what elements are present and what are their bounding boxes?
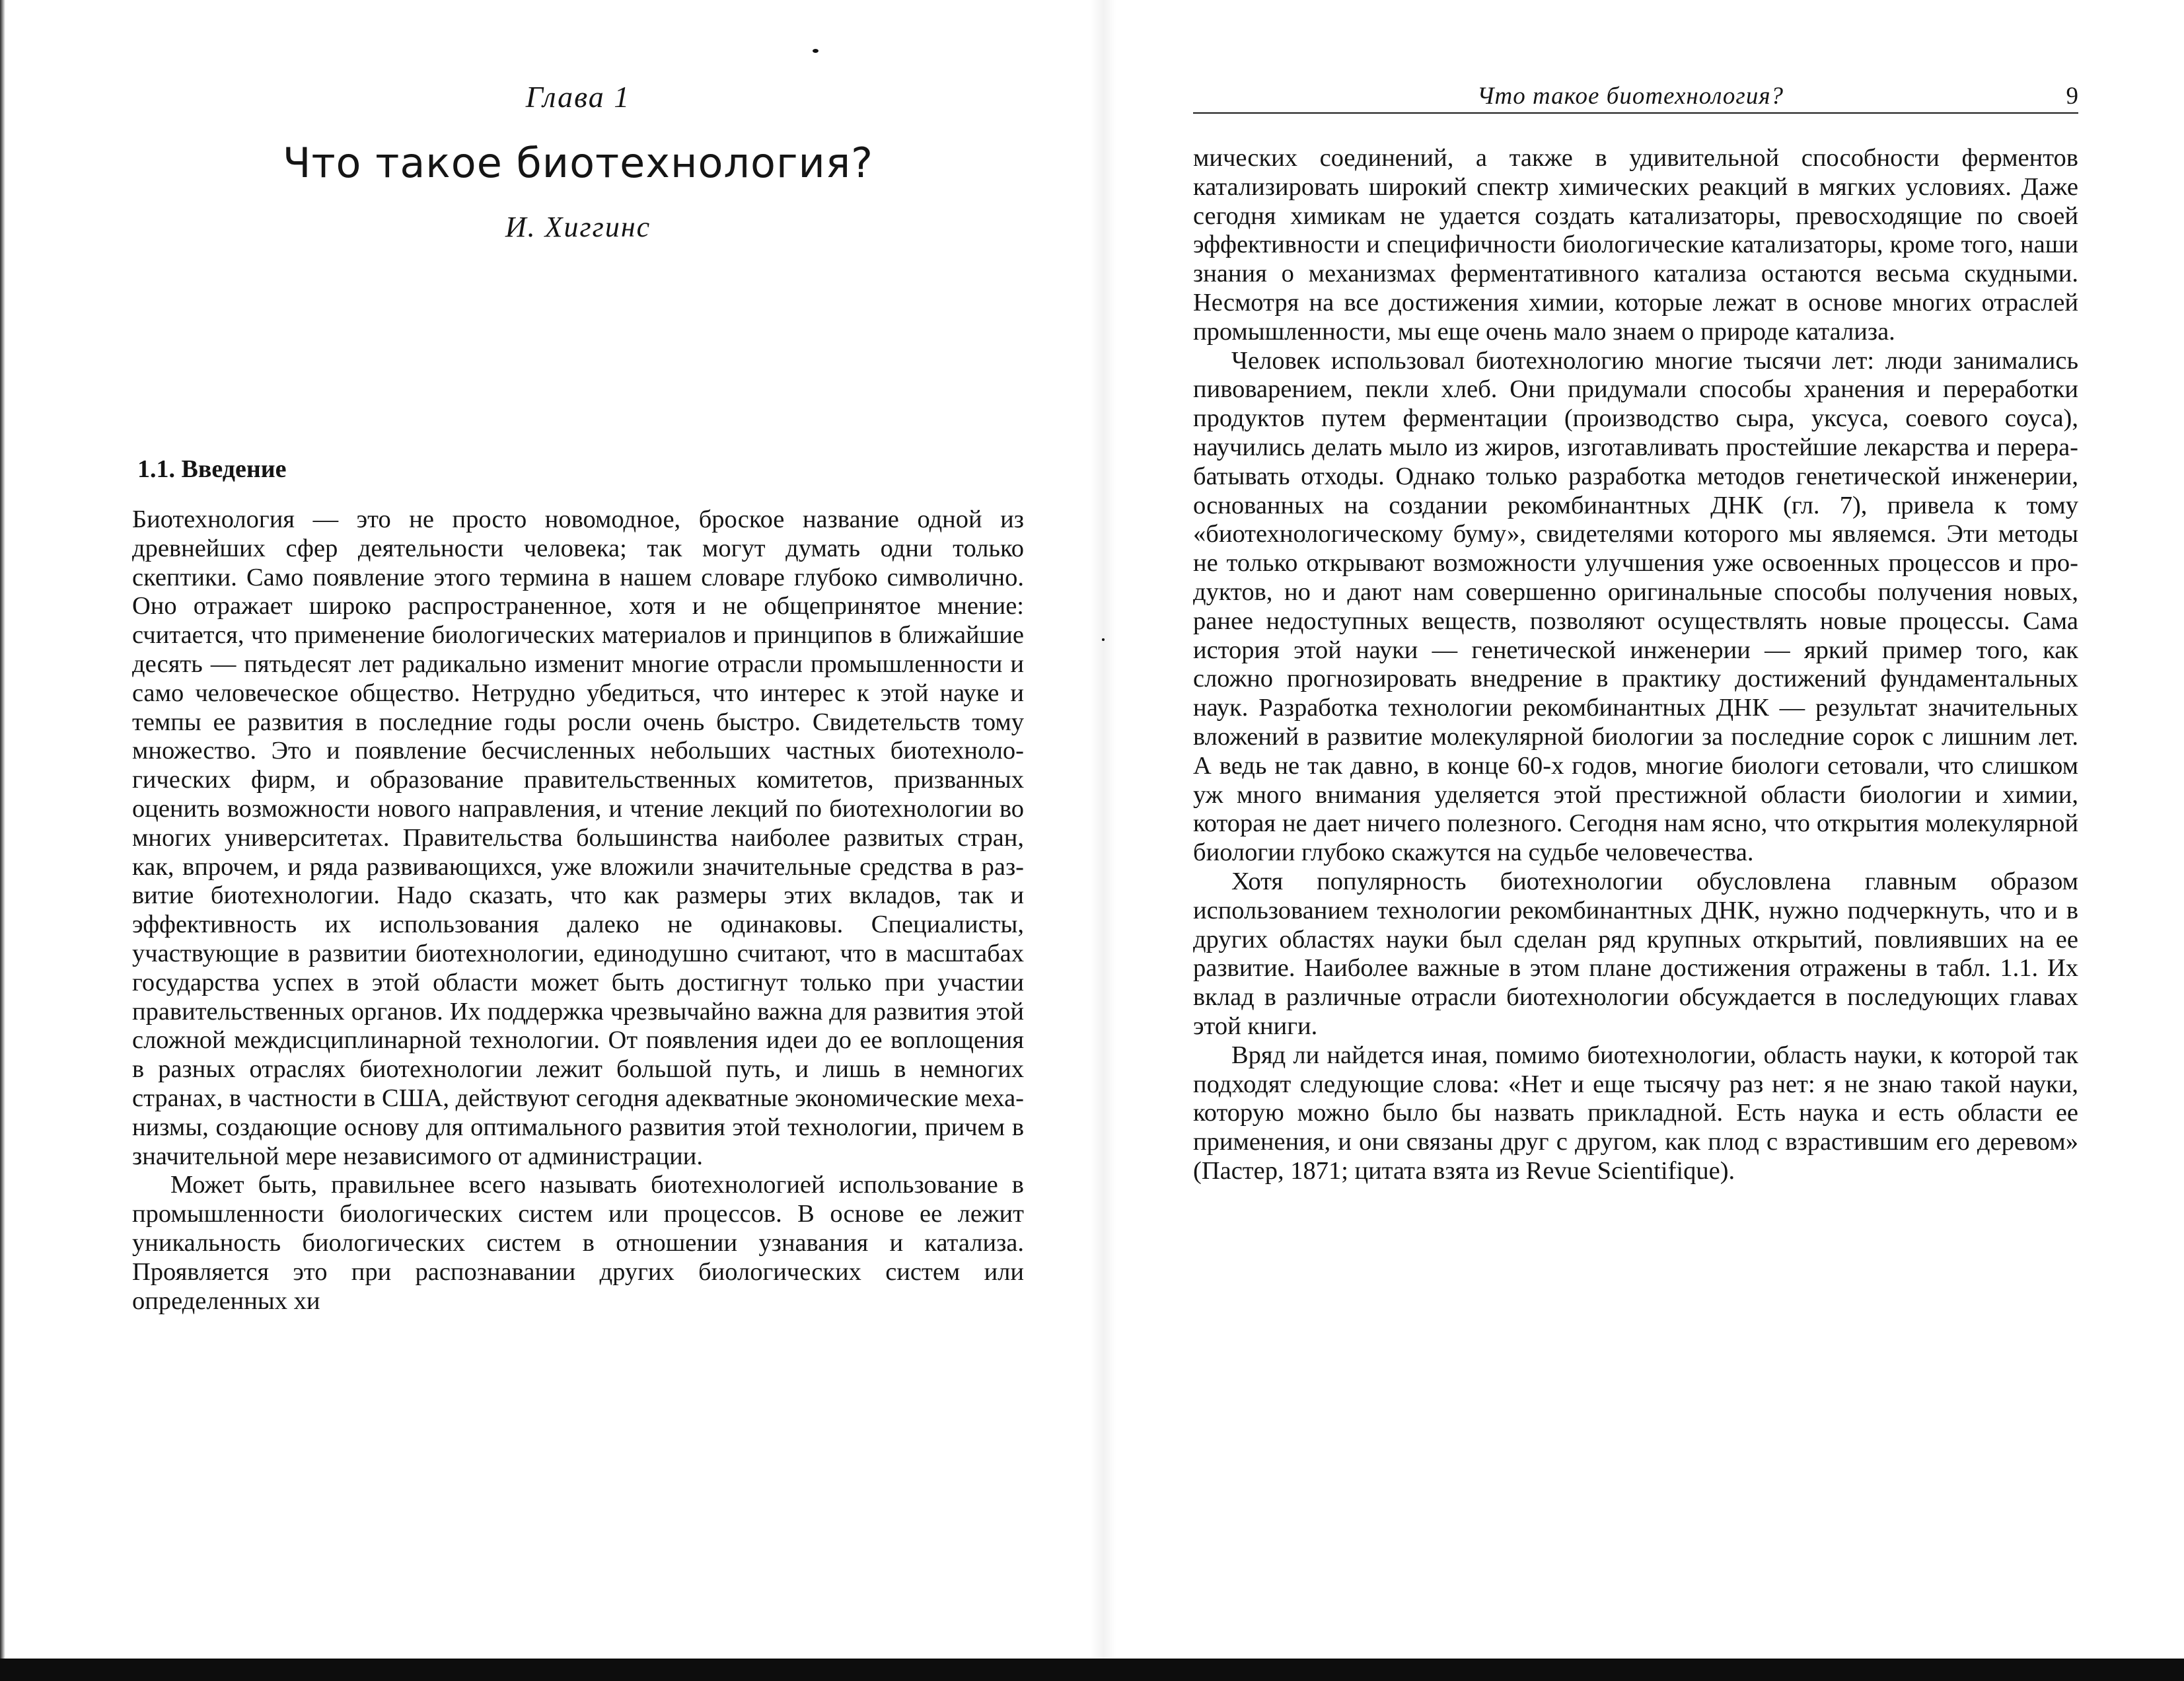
left-body-text <box>132 505 1024 1316</box>
book-gutter <box>1090 0 1116 1659</box>
paragraph: Может быть, правильнее всего называть биотехнологией использование в промышленности биологических систем или процессов. В основе ее лежит уникальность биологических систем в отношении узнавания и катализа. Проявляется это при распознавании других биологических систем или определенных хи <box>132 1171 1024 1315</box>
page-number: 9 <box>2066 83 2078 110</box>
paragraph: Человек использовал биотехнологию многие тысячи лет: люди занимались пивоварением, пекли хлеб. Они придумали способы хранения и переработки продуктов путем ферментации (производство сыра, уксуса, соевого соуса), научились делать мыло из жиров, изготавливать простейшие лекарства и перерабатывать отходы. Однако только разработка методов генетической инженерии, основанных на создании рекомбинантных ДНК (гл. 7), привела к тому «биотехнологическому буму», свидетелями которого мы являемся. Эти методы не только открывают возможности улучшения уже освоенных процессов и продуктов, но и дают нам совершенно оригинальные способы получения новых, ранее недоступных веществ, позволяют осуществлять новые процессы. Сама история этой науки — генетической инженерии — яркий пример того, как сложно прогнозировать внедрение в практику достижений фундаментальных наук. Разработка технологии рекомбинантных ДНК — результат значительных вложений в развитие молекулярной биологии за последние сорок с лишним лет. А ведь не так давно, в конце 60-х годов, многие биологи сетовали, что слишком уж много внимания уделяется этой престижной области биологии и химии, которая не дает ничего полезного. Сегодня нам ясно, что открытия молекулярной биологии глубоко скажутся на судьбе человечества. <box>1193 346 2078 867</box>
paragraph: мических соединений, а также в удивительной способности ферментов катализировать широкий спектр химических реакций в мягких условиях. Даже сегодня химикам не удается создать катализаторы, превосходящие по своей эффективности и специфичности биологические катализаторы, кроме того, наши знания о механизмах ферментативного катализа остаются весьма скудными. Несмотря на все достижения химии, которые лежат в основе многих отраслей промышленности, мы еще очень мало знаем о природе катализа. <box>1193 144 2078 346</box>
scan-speck <box>1102 638 1105 641</box>
section-heading: 1.1. Введение <box>137 455 287 483</box>
running-head <box>1193 79 2078 114</box>
chapter-title: Что такое биотехнология? <box>282 139 874 187</box>
scan-speck <box>813 49 819 53</box>
paragraph: Вряд ли найдется иная, помимо биотехнологии, область науки, к которой так подходят следующие слова: «Нет и еще тысячу раз нет: я не знаю такой науки, которую можно было бы назвать прикладной. Есть наука и есть области ее применения, и они связаны друг с другом, как плод с взрастившим его деревом» (Пастер, 1871; цитата взята из Revue Scientifique). <box>1193 1041 2078 1185</box>
right-body-text <box>1193 144 2078 1186</box>
chapter-author: И. Хиггинс <box>505 211 651 243</box>
chapter-label: Глава 1 <box>525 80 631 114</box>
scan-edge-left <box>0 0 5 1681</box>
paragraph: Хотя популярность биотехнологии обусловлена главным образом использованием технологии рекомбинантных ДНК, нужно подчеркнуть, что и в других областях науки был сделан ряд крупных открытий, повлиявших на ее развитие. Наиболее важные в этом плане достижения отражены в табл. 1.1. Их вклад в различные отрасли биотехнологии обсуждается в последующих главах этой книги. <box>1193 867 2078 1040</box>
running-head-title: Что такое биотехнология? <box>1477 83 1784 110</box>
scan-edge-bottom <box>0 1659 2184 1681</box>
paragraph: Биотехнология — это не просто новомодное, броское название одной из древнейших сфер деятельности человека; так могут думать одни только скептики. Само появление этого термина в нашем словаре глубоко символично. Оно отражает широко распространенное, хотя и не общепринятое мнение: считается, что применение биологических материалов и принципов в ближайшие десять — пятьдесят лет радикально изменит многие отрасли промышленности и само человеческое общество. Нетрудно убедиться, что интерес к этой науке и темпы ее развития в последние годы росли очень быстро. Свидетельств тому множество. Это и появление бесчисленных небольших частных биотехнологических фирм, и образование правительственных комитетов, призванных оценить возможности нового направления, и чтение лекций по биотехнологии во многих университетах. Правительства большинства наиболее развитых стран, как, впрочем, и ряда развивающихся, уже вложили значительные средства в развитие биотехнологии. Надо сказать, что как размеры этих вкладов, так и эффективность их использования далеко не одинаковы. Специалисты, участвующие в развитии биотехнологии, единодушно считают, что в масштабах государства успех в этой области может быть достигнут только при участии правительственных органов. Их поддержка чрезвычайно важна для развития этой сложной междисциплинарной технологии. От появления идеи до ее воплощения в разных отраслях биотехнологии лежит большой путь, и лишь в немногих странах, в частности в США, действуют сегодня адекватные экономические механизмы, создающие основу для оптимального развития этой технологии, причем в значительной мере независимого от администрации. <box>132 505 1024 1170</box>
